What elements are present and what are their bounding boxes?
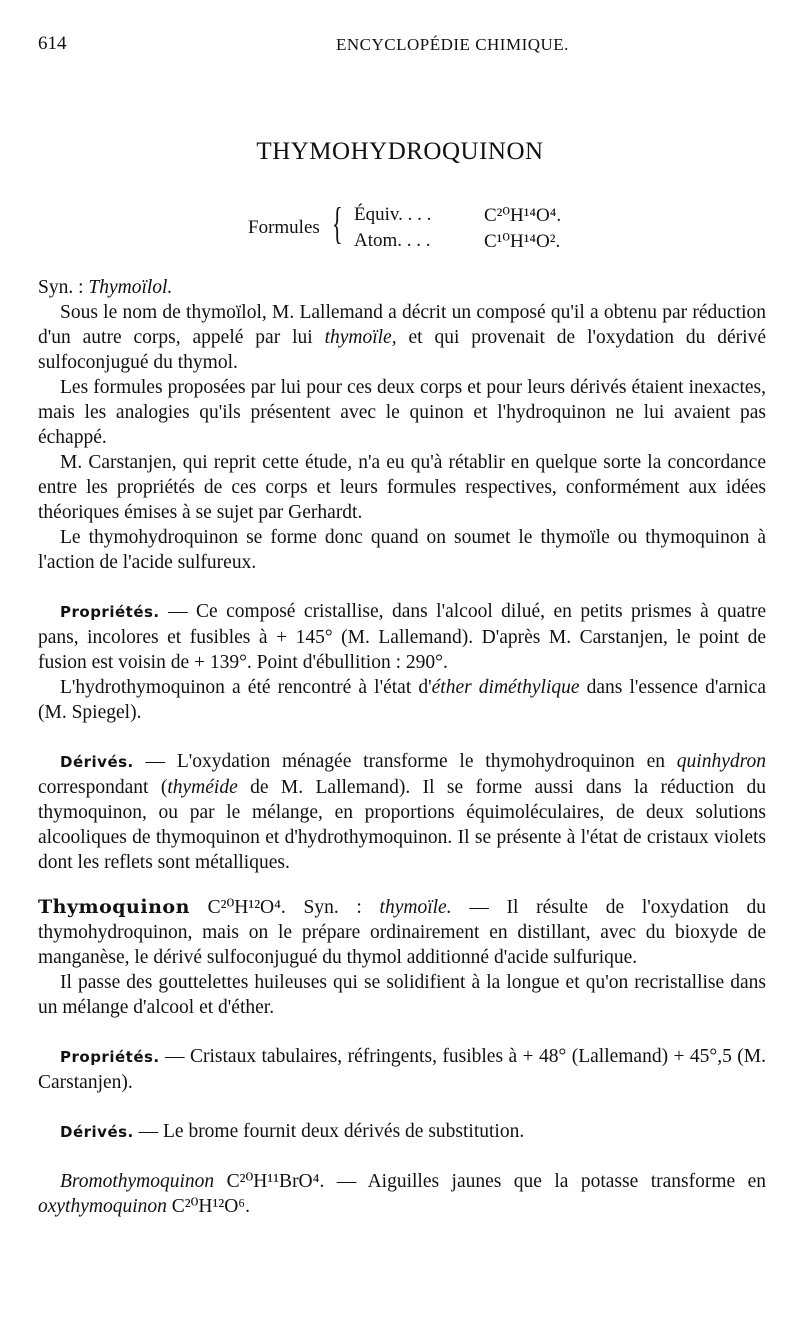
text-run: L'hydrothymoquinon a été rencontré à l'état d': [60, 677, 432, 698]
properties-heading: Propriétés.: [60, 1048, 160, 1066]
spacer: [38, 725, 766, 749]
formula-label: Formules: [248, 217, 320, 238]
text-run: — Il résulte de l'oxydation du thymohydroquinon, mais on le prépare ordinairement en distillant, avec du bioxyde de manganèse, le dérivé sulfoconjugué du thymol additionné d'acide sulfurique.: [38, 897, 767, 968]
text-run: — Cristaux tabulaires, réfringents, fusibles à + 48° (Lallemand) + 45°,5 (M. Carstanjen).: [38, 1046, 766, 1093]
paragraph: Il passe des gouttelettes huileuses qui se solidifient à la longue et qu'on recristallise dans un mélange d'alcool et d'éther.: [38, 972, 766, 1018]
text-run: dans l'essence d'arnica (M. Spiegel).: [38, 677, 766, 723]
formula-value: C¹⁰H¹⁴O².: [484, 231, 561, 252]
spacer: [38, 1020, 766, 1044]
text-run: C²⁰H¹²O⁴. Syn. :: [189, 897, 380, 918]
spacer: [38, 1095, 766, 1119]
formula-key: Atom. . . .: [354, 230, 431, 251]
section-title: THYMOHYDROQUINON: [256, 138, 544, 165]
thymoquinon-heading: Thymoquinon: [38, 896, 190, 918]
derivatives-heading: Dérivés.: [60, 1123, 134, 1141]
text-run: C²⁰H¹¹BrO⁴. — Aiguilles jaunes que la potasse transforme en: [214, 1171, 766, 1192]
properties-paragraph: [38, 599, 766, 675]
text-run: Sous le nom de thymoïlol, M. Lallemand a décrit un composé qu'il a obtenu par réduction d'un autre corps, appelé par lui: [38, 302, 766, 348]
text-run: C²⁰H¹²O⁶.: [166, 1196, 250, 1217]
paragraph: [38, 300, 766, 375]
thymoquinon-paragraph: [38, 895, 766, 970]
italic-run: quinhydron: [676, 751, 766, 772]
italic-run: thyméide: [167, 777, 238, 798]
paragraph: Les formules proposées par lui pour ces deux corps et pour leurs dérivés étaient inexactes, mais les analogies qu'ils présentent avec le quinon et l'hydroquinon ne lui avaient pas échappé.: [38, 377, 766, 448]
formula-value: C²⁰H¹⁴O⁴.: [484, 205, 562, 226]
paragraph: [38, 1169, 766, 1219]
synonym-line: [38, 275, 766, 300]
derivatives-paragraph: [38, 1119, 766, 1145]
running-title: ENCYCLOPÉDIE CHIMIQUE.: [336, 35, 569, 54]
properties-paragraph: [38, 1044, 766, 1095]
derivatives-heading: Dérivés.: [60, 753, 134, 771]
paragraph: [38, 675, 766, 725]
text-run: — Ce composé cristallise, dans l'alcool dilué, en petits prismes à quatre pans, incolores et fusibles à + 145° (M. Lallemand). D'après M. Carstanjen, le point de fusion est voisin de + 139°. Point d'ébullition : 290°.: [38, 601, 766, 673]
italic-run: thymoïle.: [379, 897, 452, 918]
brace-icon: {: [332, 199, 343, 248]
page-number: 614: [38, 33, 67, 54]
text-run: correspondant (: [38, 777, 168, 798]
paragraph: M. Carstanjen, qui reprit cette étude, n'a eu qu'à rétablir en quelque sorte la concordance entre les propriétés de ces corps et leurs formules respectives, conformément aux idées théoriques émises à se sujet par Gerhardt.: [38, 452, 766, 523]
formula-key: Équiv. . . .: [354, 204, 432, 225]
spacer: [38, 575, 766, 599]
body-text: [38, 275, 766, 1219]
italic-run: Bromothymoquinon: [60, 1171, 215, 1192]
spacer: [38, 875, 766, 895]
syn-value: Thymoïlol.: [88, 277, 173, 298]
spacer: [38, 1145, 766, 1169]
derivatives-paragraph: [38, 749, 766, 875]
text-run: — L'oxydation ménagée transforme le thymohydroquinon en: [133, 751, 677, 772]
italic-run: thymoïle,: [324, 327, 397, 348]
properties-heading: Propriétés.: [60, 603, 160, 621]
paragraph: Le thymohydroquinon se forme donc quand on soumet le thymoïle ou thymoquinon à l'action de l'acide sulfureux.: [38, 527, 766, 573]
italic-run: éther diméthylique: [431, 677, 580, 698]
syn-prefix: Syn. :: [38, 277, 89, 298]
text-run: — Le brome fournit deux dérivés de substitution.: [133, 1121, 525, 1142]
text-run: de M. Lallemand). Il se forme aussi dans la réduction du thymoquinon, ou par le mélange, en proportions équimoléculaires, de deux solutions alcooliques de thymoquinon et d'hydrothymoquinon. Il se présente à l'état de cristaux violets dont les reflets sont métalliques.: [38, 777, 766, 873]
formula-row-equiv: [354, 204, 562, 226]
text-run: et qui provenait de l'oxydation du dérivé sulfoconjugué du thymol.: [38, 327, 766, 373]
formula-row-atom: [354, 230, 561, 252]
italic-run: oxythymoquinon: [38, 1196, 167, 1217]
